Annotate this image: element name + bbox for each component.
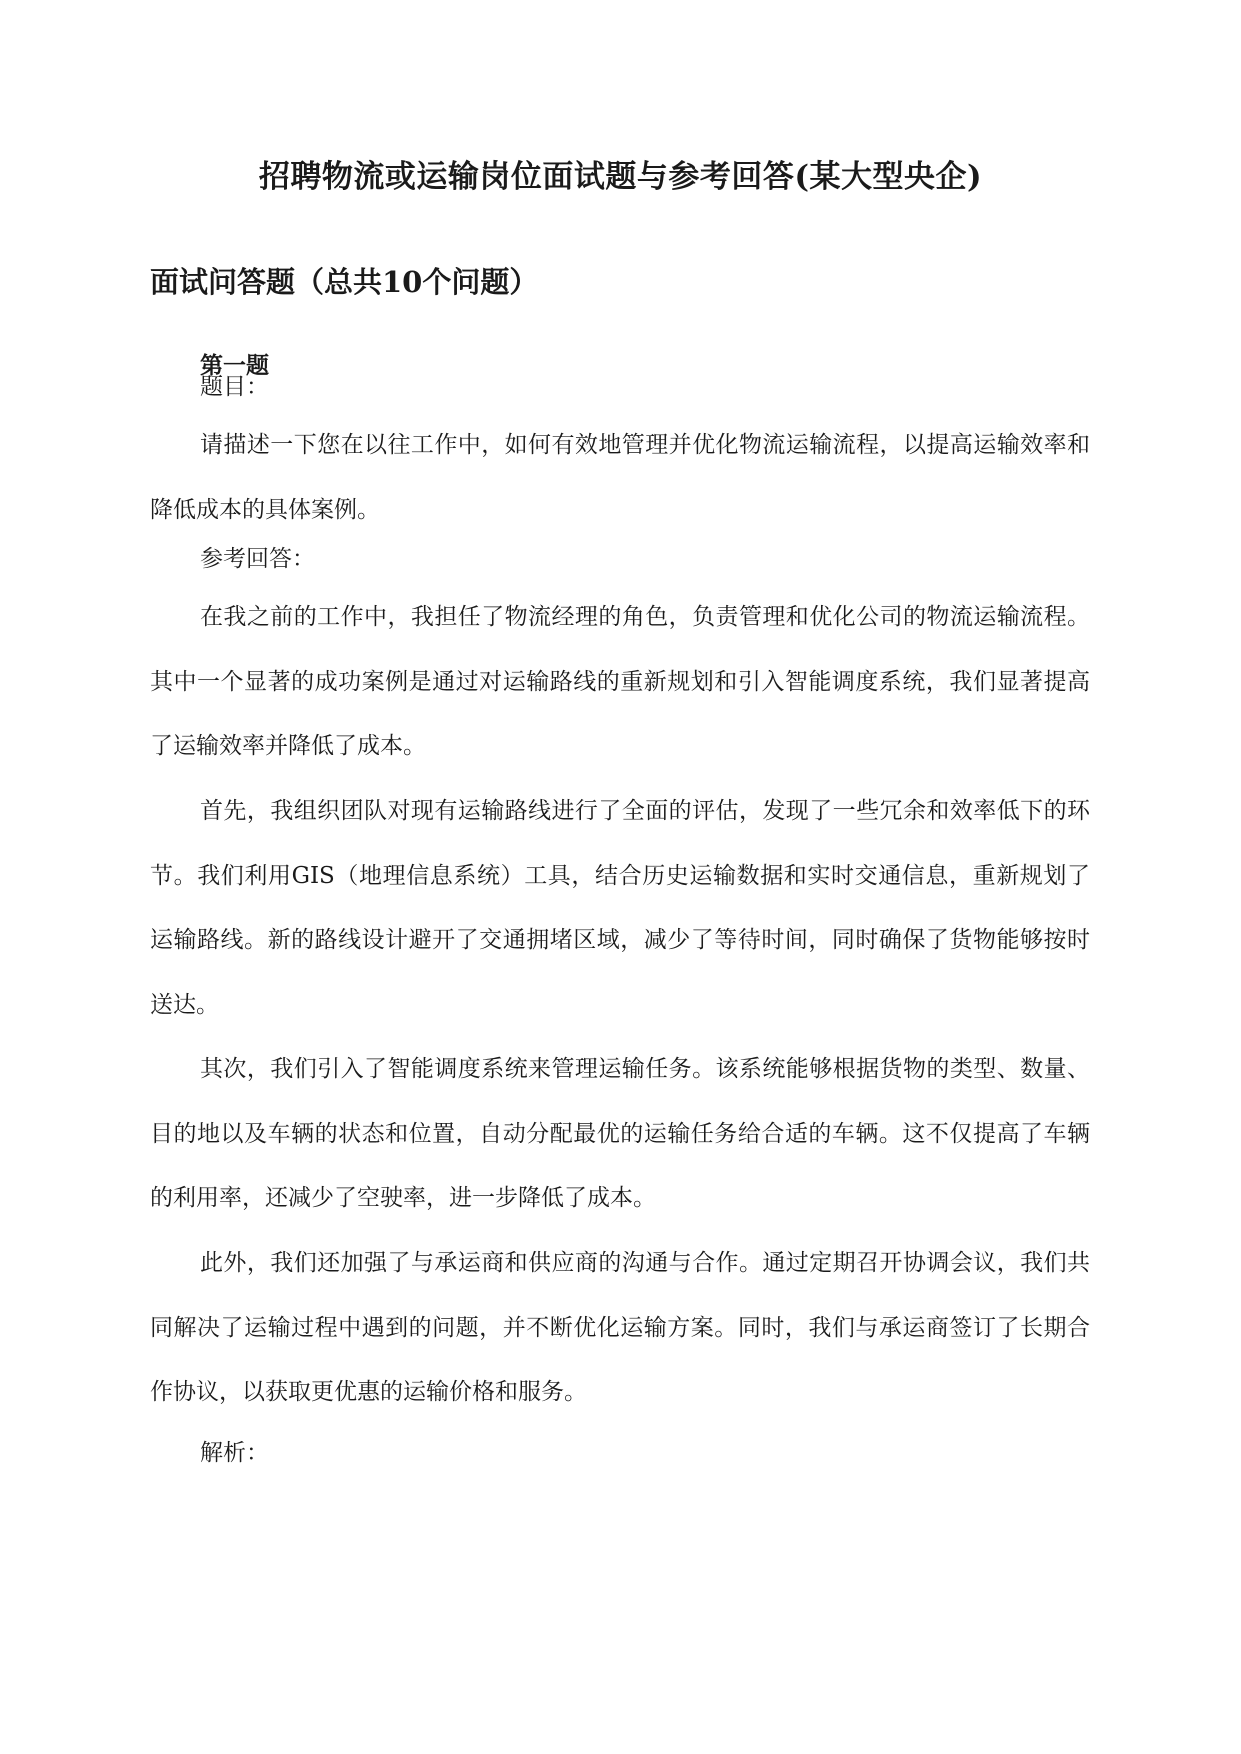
answer-label: 参考回答： xyxy=(200,546,315,572)
question-text: 请描述一下您在以往工作中，如何有效地管理并优化物流运输流程，以提高运输效率和降低成本的具体案例。 xyxy=(150,432,1090,523)
section-heading: 面试问答题（总共10个问题） xyxy=(150,265,539,299)
answer-paragraph: 此外，我们还加强了与承运商和供应商的沟通与合作。通过定期召开协调会议，我们共同解决了运输过程中遇到的问题，并不断优化运输方案。同时，我们与承运商签订了长期合作协议，以获取更优惠的运输价格和服务。 xyxy=(150,1250,1090,1405)
question-label: 题目： xyxy=(200,374,269,400)
document-title: 招聘物流或运输岗位面试题与参考回答(某大型央企) xyxy=(258,159,983,195)
answer-paragraph: 首先，我组织团队对现有运输路线进行了全面的评估，发现了一些冗余和效率低下的环节。我们利用GIS（地理信息系统）工具，结合历史运输数据和实时交通信息，重新规划了运输路线。新的路线设计避开了交通拥堵区域，减少了等待时间，同时确保了货物能够按时送达。 xyxy=(150,798,1090,1018)
analysis-label: 解析： xyxy=(200,1440,269,1466)
answer-paragraph: 在我之前的工作中，我担任了物流经理的角色，负责管理和优化公司的物流运输流程。其中一个显著的成功案例是通过对运输路线的重新规划和引入智能调度系统，我们显著提高了运输效率并降低了成本。 xyxy=(150,604,1090,759)
answer-paragraph: 其次，我们引入了智能调度系统来管理运输任务。该系统能够根据货物的类型、数量、目的地以及车辆的状态和位置，自动分配最优的运输任务给合适的车辆。这不仅提高了车辆的利用率，还减少了空驶率，进一步降低了成本。 xyxy=(150,1056,1090,1211)
question-heading: 第一题 xyxy=(200,352,269,379)
